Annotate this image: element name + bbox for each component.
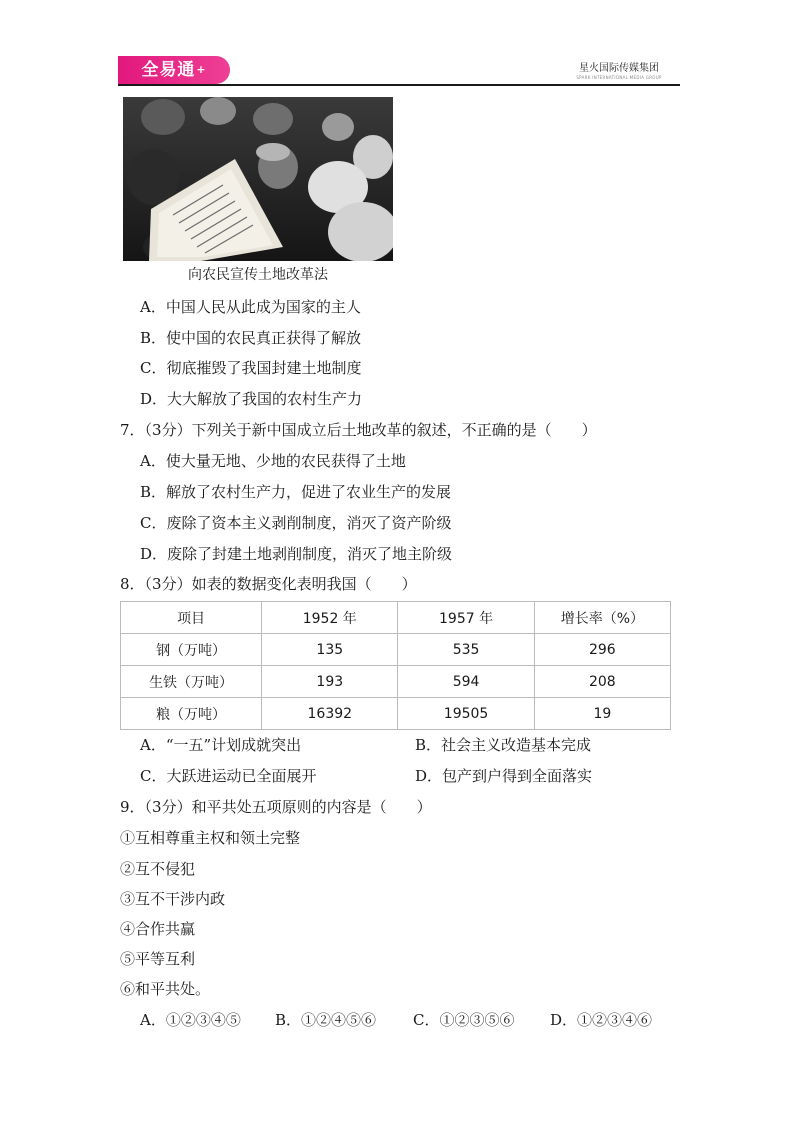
- table-cell: 生铁（万吨）: [121, 666, 262, 698]
- q9-option-a: A．①②③④⑤: [140, 1011, 241, 1029]
- header-divider: [118, 84, 680, 86]
- table-cell: 594: [398, 666, 534, 698]
- table-cell: 19505: [398, 698, 534, 730]
- table-header-cell: 增长率（%）: [534, 602, 670, 634]
- logo-plus: +: [196, 63, 207, 76]
- company-name: [560, 59, 678, 80]
- table-header-cell: 1952 年: [262, 602, 398, 634]
- q7-option-d: D．废除了封建土地剥削制度，消灭了地主阶级: [140, 545, 453, 563]
- company-name-en: SPARK INTERNATIONAL MEDIA GROUP: [576, 75, 662, 80]
- q8-option-c: C．大跃进运动已全面展开: [140, 767, 317, 785]
- q9-option-d: D．①②③④⑥: [550, 1011, 653, 1029]
- q9-item-2: ②互不侵犯: [120, 860, 196, 878]
- q8-option-a: A．“一五”计划成就突出: [140, 736, 302, 754]
- q9-item-1: ①互相尊重主权和领土完整: [120, 829, 301, 847]
- q9-item-4: ④合作共赢: [120, 920, 196, 938]
- table-cell: 135: [262, 634, 398, 666]
- q9-item-3: ③互不干涉内政: [120, 890, 226, 908]
- q9-stem: 9．（3分）和平共处五项原则的内容是（ ）: [120, 798, 432, 816]
- table-cell: 粮（万吨）: [121, 698, 262, 730]
- q6-option-b: B．使中国的农民真正获得了解放: [140, 329, 362, 347]
- q8-stem: 8．（3分）如表的数据变化表明我国（ ）: [120, 575, 417, 593]
- q7-option-c: C．废除了资本主义剥削制度，消灭了资产阶级: [140, 514, 452, 532]
- table-header-row: [121, 602, 671, 634]
- photo-caption: 向农民宣传土地改革法: [188, 267, 328, 283]
- table-cell: 16392: [262, 698, 398, 730]
- q9-option-b: B．①②④⑤⑥: [275, 1011, 377, 1029]
- q6-option-a: A．中国人民从此成为国家的主人: [140, 298, 361, 316]
- q8-option-d: D．包产到户得到全面落实: [415, 767, 593, 785]
- q9-item-6: ⑥和平共处。: [120, 980, 211, 998]
- q9-item-5: ⑤平等互利: [120, 950, 196, 968]
- table-cell: 208: [534, 666, 670, 698]
- table-header-cell: 1957 年: [398, 602, 534, 634]
- table-cell: 19: [534, 698, 670, 730]
- steel-grain-table: [120, 601, 671, 730]
- table-row: [121, 698, 671, 730]
- q9-option-c: C．①②③⑤⑥: [413, 1011, 515, 1029]
- land-reform-photo: [123, 97, 393, 261]
- company-name-cn: 星火国际传媒集团: [579, 63, 659, 74]
- table-header-cell: 项目: [121, 602, 262, 634]
- q7-stem: 7．（3分）下列关于新中国成立后土地改革的叙述，不正确的是（ ）: [120, 421, 597, 439]
- table-row: [121, 666, 671, 698]
- q7-option-a: A．使大量无地、少地的农民获得了土地: [140, 452, 406, 470]
- photo-illustration: [123, 97, 393, 261]
- q7-option-b: B．解放了农村生产力，促进了农业生产的发展: [140, 483, 452, 501]
- table-cell: 钢（万吨）: [121, 634, 262, 666]
- q8-option-b: B．社会主义改造基本完成: [415, 736, 592, 754]
- table-cell: 296: [534, 634, 670, 666]
- table-cell: 193: [262, 666, 398, 698]
- q6-option-d: D．大大解放了我国的农村生产力: [140, 390, 363, 408]
- brand-logo: [118, 56, 230, 84]
- q6-option-c: C．彻底摧毁了我国封建土地制度: [140, 359, 362, 377]
- logo-text: 全易通: [141, 60, 196, 80]
- table-cell: 535: [398, 634, 534, 666]
- table-row: [121, 634, 671, 666]
